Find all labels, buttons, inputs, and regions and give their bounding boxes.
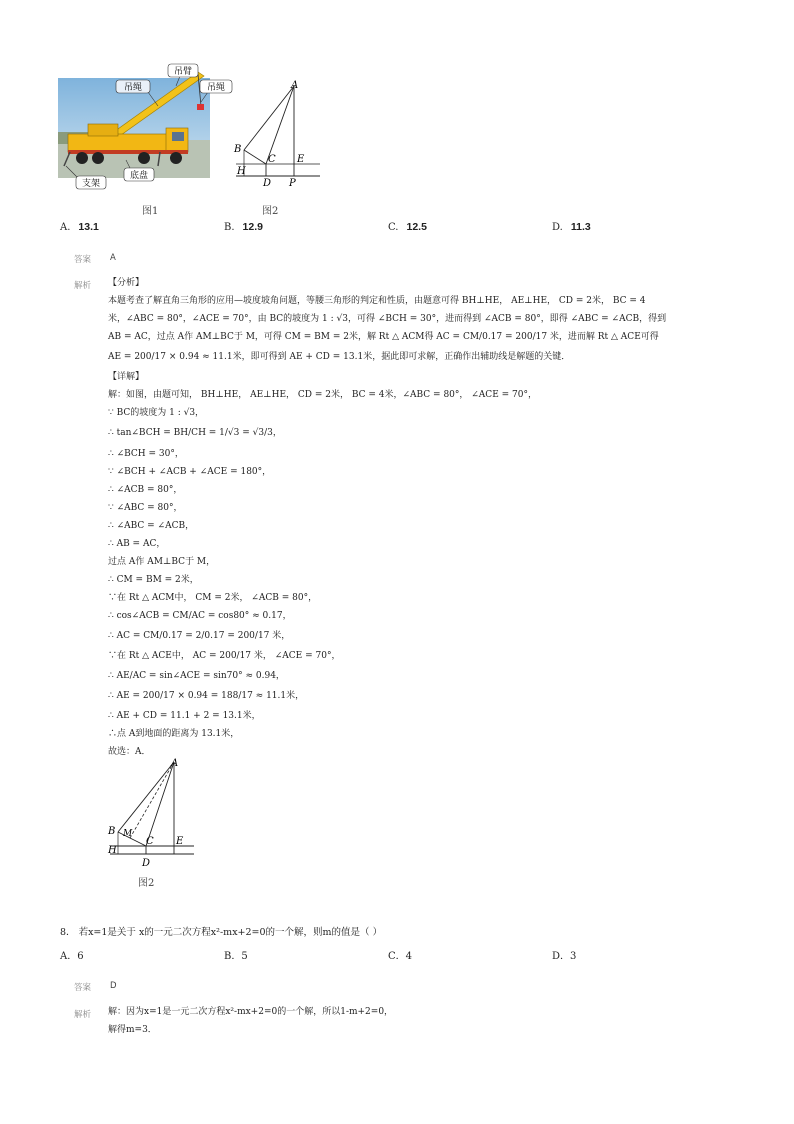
q8-line: 解：因为x=1是一元二次方程x²-mx+2=0的一个解，所以1-m+2=0， [108,1007,394,1017]
q7-line: ∴ ∠ABC = ∠ACB， [108,521,195,531]
point-c-label: C [268,154,276,165]
option-value: 4 [405,951,413,962]
option-value: 6 [77,951,84,962]
q7-line: ∴ AB = AC， [108,539,166,549]
q7-line: ∴ CM = BM = 2米， [108,575,199,585]
q7-line: ∵在 Rt △ ACE中， AC = 200/17 米， ∠ACE = 70°， [108,651,341,661]
crane-label-boom-rope: 吊绳 [123,83,143,93]
q7-line: ∴点 A到地面的距离为 13.1米， [108,729,240,739]
crane-label-support: 支架 [81,179,101,189]
q7-line: AE = 200/17 × 0.94 ≈ 11.1米，即可得到 AE + CD = 13.1米，据此即可求解，正确作出辅助线是解题的关键． [108,352,571,362]
option-letter: B． [224,951,242,962]
q8-stem: 8． 若x=1是关于 x的一元二次方程x²-mx+2=0的一个解，则m的值是（ ） [60,927,383,938]
q7-line: ∴ cos∠ACB = CM/AC = cos80° ≈ 0.17， [108,611,292,621]
q7-option-a[interactable] [60,221,99,233]
geometry-figure-2 [104,756,196,876]
q7-option-b[interactable] [224,221,263,233]
crane-photo [58,62,226,192]
crane-label-chassis: 底盘 [129,171,149,181]
q7-answer-tag: 答案 [74,255,92,265]
q7-line: ∴ AE/AC = sin∠ACE = sin70° ≈ 0.94， [108,671,285,681]
figure1-caption: 图1 [142,206,159,217]
option-value: 11.3 [570,221,591,233]
q7-line: ∵ ∠BCH + ∠ACB + ∠ACE = 180°， [108,467,272,477]
q7-line: ∴ AE + CD = 11.1 + 2 = 13.1米， [108,711,261,721]
point-a-label: A [291,80,299,91]
q7-line: ∴ tan∠BCH = BH/CH = 1/√3 = √3/3， [108,428,282,438]
point-c-label: C [146,836,154,847]
q7-line: 米，∠ABC = 80°，∠ACE = 70°，由 BC的坡度为 1 : √3，可得 ∠BCH = 30°，进而得到 ∠ACB = 80°，即得 ∠ABC = ∠ACB，得到 [108,314,667,324]
q7-line: ∵ ∠ABC = 80°， [108,503,183,513]
q7-line: 过点 A作 AM⊥BC于 M， [108,557,216,567]
geometry-figure [228,78,320,190]
option-letter: A. [60,222,71,233]
point-m-label: M [123,829,133,839]
figure2b-caption: 图2 [138,878,155,889]
q7-analysis-tag: 解析 [74,281,92,291]
q8-answer-tag: 答案 [74,983,92,993]
q7-option-d[interactable] [552,221,591,233]
q7-line: ∴ ∠BCH = 30°， [108,449,184,459]
point-p-label: P [289,178,296,189]
option-value: 12.5 [406,221,427,233]
option-letter: A． [60,951,78,962]
point-d-label: D [263,178,272,189]
q8-answer-value: D [110,981,117,991]
q8-analysis-tag: 解析 [74,1010,92,1020]
q8-option-d[interactable] [552,947,576,962]
option-letter: D． [552,951,571,962]
figure2-caption: 图2 [262,206,279,217]
q7-line: ∴ ∠ACB = 80°， [108,485,183,495]
option-letter: B. [224,222,235,233]
option-value: 12.9 [242,221,263,233]
q7-line: ∴ AC = CM/0.17 = 2/0.17 = 200/17 米， [108,631,291,641]
q7-line: 【详解】 [108,372,145,382]
option-value: 3 [570,951,577,962]
point-e-label: E [297,154,305,165]
option-letter: C． [388,951,406,962]
q7-line: ∵在 Rt △ ACM中， CM = 2米， ∠ACB = 80°， [108,593,318,603]
q8-line: 解得m=3． [108,1025,157,1035]
option-letter: C. [388,222,399,233]
q7-line: 本题考查了解直角三角形的应用—坡度坡角问题，等腰三角形的判定和性质，由题意可得 BH⊥HE， AE⊥HE， CD = 2米， BC = 4 [108,296,646,306]
point-b-label: B [108,826,116,837]
q8-option-b[interactable] [224,947,248,962]
crane-label-rope: 吊绳 [206,83,226,93]
point-d-label: D [142,858,151,869]
point-e-label: E [176,836,184,847]
option-letter: D. [552,222,563,233]
q7-option-c[interactable] [388,221,427,233]
option-value: 13.1 [78,221,99,233]
crane-figure [58,62,226,192]
point-h-label: H [108,845,117,856]
q8-option-c[interactable] [388,947,412,962]
q7-line: ∴ AE = 200/17 × 0.94 = 188/17 ≈ 11.1米， [108,691,305,701]
q7-line: ∵ BC的坡度为 1 : √3， [108,408,205,418]
point-h-label: H [237,166,246,177]
q7-answer-value: A [110,253,116,263]
crane-label-boom: 吊臂 [173,67,193,77]
option-value: 5 [241,951,248,962]
q7-line: 解：如图，由题可知， BH⊥HE， AE⊥HE， CD = 2米， BC = 4米，∠ABC = 80°， ∠ACE = 70°， [108,390,537,400]
point-b-label: B [234,144,242,155]
point-a-label: A [171,758,179,769]
q8-option-a[interactable] [60,947,84,962]
q7-line: AB = AC，过点 A作 AM⊥BC于 M，可得 CM = BM = 2米，解 Rt △ ACM得 AC = CM/0.17 = 200/17 米，进而解 Rt △ ACE可得 [108,332,659,342]
q7-line: 【分析】 [108,278,145,288]
q7-line: 故选：A． [108,747,151,757]
